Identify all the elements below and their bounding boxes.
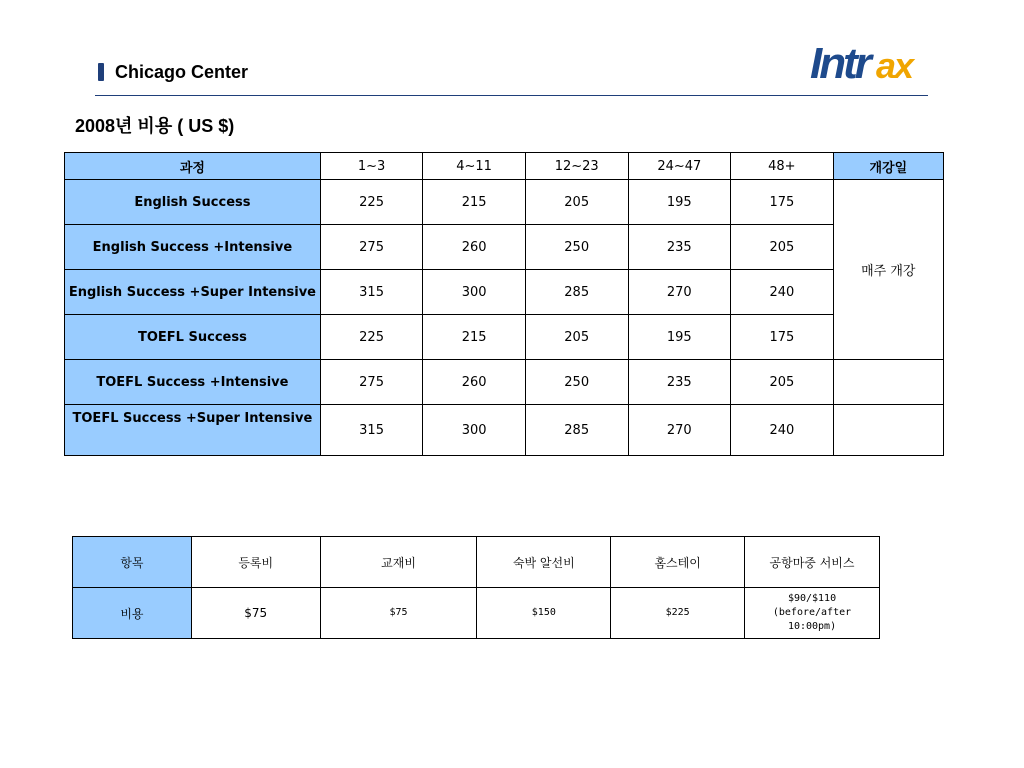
price-cell: 205: [525, 315, 628, 360]
price-cell: 215: [423, 315, 526, 360]
empty-cell: [833, 360, 943, 405]
fees-header-item: 항목: [73, 537, 192, 588]
fees-header-airport: 공항마중 서비스: [745, 537, 880, 588]
course-name: TOEFL Success: [65, 315, 321, 360]
price-cell: 205: [525, 180, 628, 225]
airport-fee: [745, 588, 880, 639]
header-divider: [95, 95, 928, 96]
fee-value: $225: [611, 588, 745, 639]
header-weeks-48plus: 48+: [731, 153, 834, 180]
price-cell: 260: [423, 360, 526, 405]
intrax-logo: [808, 34, 928, 90]
price-cell: 315: [320, 270, 423, 315]
fees-header-registration: 등록비: [191, 537, 320, 588]
airport-fee-line: $90/$110: [787, 593, 837, 604]
fees-header-housing: 숙박 알선비: [477, 537, 611, 588]
table-row: [65, 360, 944, 405]
svg-text:Intr: Intr: [810, 39, 869, 88]
price-cell: 240: [731, 270, 834, 315]
empty-cell: [833, 405, 943, 456]
price-cell: 175: [731, 180, 834, 225]
fees-header-row: [73, 537, 880, 588]
course-name: English Success +Super Intensive: [65, 270, 321, 315]
price-cell: 225: [320, 180, 423, 225]
header-weeks-12-23: 12~23: [525, 153, 628, 180]
price-cell: 270: [628, 270, 731, 315]
price-cell: 235: [628, 225, 731, 270]
svg-text:ax: ax: [876, 45, 913, 86]
course-name: English Success: [65, 180, 321, 225]
header-weeks-4-11: 4~11: [423, 153, 526, 180]
fee-value: $75: [191, 588, 320, 639]
fees-value-row: [73, 588, 880, 639]
price-cell: 215: [423, 180, 526, 225]
price-cell: 175: [731, 315, 834, 360]
price-cell: 235: [628, 360, 731, 405]
tuition-table: [64, 152, 944, 456]
price-cell: 225: [320, 315, 423, 360]
price-cell: 275: [320, 360, 423, 405]
header-title: Chicago Center: [115, 62, 249, 82]
course-name: TOEFL Success +Intensive: [65, 360, 321, 405]
table-row: [65, 315, 944, 360]
price-cell: 315: [320, 405, 423, 456]
fee-value: $75: [320, 588, 477, 639]
start-note: 매주 개강: [833, 180, 943, 360]
airport-fee-line: 10:00pm): [787, 621, 837, 632]
price-cell: 300: [423, 405, 526, 456]
table-row: [65, 405, 944, 456]
price-cell: 240: [731, 405, 834, 456]
header-weeks-1-3: 1~3: [320, 153, 423, 180]
course-name: TOEFL Success +Super Intensive: [65, 405, 321, 456]
price-cell: 195: [628, 180, 731, 225]
header-start-date: 개강일: [833, 153, 943, 180]
fee-value: $150: [477, 588, 611, 639]
price-cell: 205: [731, 225, 834, 270]
fees-table: [72, 536, 880, 639]
fees-header-books: 교재비: [320, 537, 477, 588]
price-cell: 275: [320, 225, 423, 270]
table-row: [65, 180, 944, 225]
page-title: 2008년 비용 ( US $): [75, 116, 235, 136]
course-name: English Success +Intensive: [65, 225, 321, 270]
price-cell: 205: [731, 360, 834, 405]
price-cell: 260: [423, 225, 526, 270]
price-cell: 300: [423, 270, 526, 315]
header-weeks-24-47: 24~47: [628, 153, 731, 180]
airport-fee-line: (before/after: [772, 607, 852, 618]
price-cell: 195: [628, 315, 731, 360]
table-header-row: [65, 153, 944, 180]
header-accent-bar: [98, 63, 104, 81]
table-row: [65, 225, 944, 270]
price-cell: 250: [525, 225, 628, 270]
header-course: 과정: [65, 153, 321, 180]
table-row: [65, 270, 944, 315]
fees-row-label: 비용: [73, 588, 192, 639]
price-cell: 285: [525, 270, 628, 315]
price-cell: 270: [628, 405, 731, 456]
intrax-logo-icon: [808, 34, 928, 90]
fees-header-homestay: 홈스테이: [611, 537, 745, 588]
price-cell: 285: [525, 405, 628, 456]
price-cell: 250: [525, 360, 628, 405]
